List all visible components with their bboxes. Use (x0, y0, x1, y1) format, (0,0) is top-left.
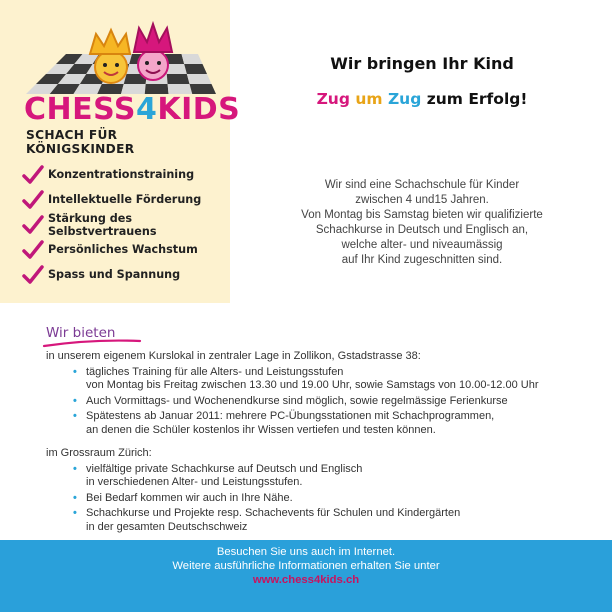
board-square (166, 64, 187, 74)
left-panel (0, 0, 241, 303)
local-offer-intro: in unserem eigenem Kurslokal in zentraler Lage in Zollikon, Gstadstrasse 38: (46, 350, 421, 362)
intro-line: Wir sind eine Schachschule für Kinder (324, 179, 520, 191)
local-offer-list (46, 366, 538, 438)
feature-item: Intellektuelle Förderung (22, 187, 230, 212)
footer-banner (0, 540, 612, 612)
list-item: • tägliches Training für alle Alters- und Leistungsstufen von Montag bis Freitag zwischen 13.30 und 19.00 Uhr, sowie Samstags von 10.00-12.00 Uhr (86, 366, 538, 393)
board-square (167, 74, 190, 84)
brand-title: CHESS4KIDS (24, 92, 241, 127)
board-square (182, 54, 203, 64)
region-offer-list (46, 463, 460, 535)
brand-tagline: SCHACH FÜR KÖNIGSKINDER (26, 128, 135, 156)
headline: Wir bringen Ihr Kind (330, 54, 514, 73)
checkmark-icon (22, 165, 44, 185)
board-square (187, 74, 212, 84)
region-offer-block (46, 447, 460, 534)
intro-line: Von Montag bis Samstag bieten wir qualifizierte (301, 209, 543, 221)
board-square (184, 64, 207, 74)
feature-item: Persönliches Wachstum (22, 237, 230, 262)
intro-line: zwischen 4 und15 Jahren. (355, 194, 489, 206)
list-item: • Schachkurse und Projekte resp. Schachevents für Schulen und Kindergärten in der gesamten Deutschschweiz (86, 507, 460, 534)
intro-line: Schachkurse in Deutsch und Englisch an, (315, 224, 529, 236)
chessboard-kings-icon (26, 20, 216, 95)
footer-line: Besuchen Sie uns auch im Internet. (216, 546, 396, 558)
feature-item: Spass und Spannung (22, 262, 230, 287)
website-link[interactable]: www.chess4kids.ch (252, 574, 360, 586)
list-item: • Auch Vormittags- und Wochenendkurse sind möglich, sowie regelmässige Ferienkurse (86, 395, 538, 409)
checkmark-icon (22, 190, 44, 210)
region-offer-intro: im Grossraum Zürich: (46, 447, 152, 459)
checkmark-icon (22, 215, 44, 235)
feature-item: Konzentrationstraining (22, 162, 230, 187)
checkmark-icon (22, 240, 44, 260)
headline-slogan: Zug um Zug zum Erfolg! (316, 90, 528, 108)
list-item: • vielfältige private Schachkurse auf Deutsch und Englisch in verschiedenen Alter- und Leistungsstufen. (86, 463, 460, 490)
list-item: • Bei Bedarf kommen wir auch in Ihre Nähe. (86, 492, 460, 506)
section-title: Wir bieten (46, 325, 116, 341)
feature-item: Stärkung des Selbstvertrauens (22, 212, 230, 237)
intro-paragraph (240, 178, 604, 268)
feature-list (22, 162, 230, 287)
local-offer-block (46, 350, 538, 437)
intro-line: welche alter- und niveaumässig (341, 239, 503, 251)
footer-line: Weitere ausführliche Informationen erhalten Sie unter (172, 560, 440, 572)
list-item: • Spätestens ab Januar 2011: mehrere PC-Übungsstationen mit Schachprogrammen, an denen die Schüler kostenlos ihr Wissen vertiefen und testen können. (86, 410, 538, 437)
checkmark-icon (22, 265, 44, 285)
title-underline-swoosh (42, 338, 142, 348)
intro-line: auf Ihr Kind zugeschnitten sind. (341, 254, 503, 266)
